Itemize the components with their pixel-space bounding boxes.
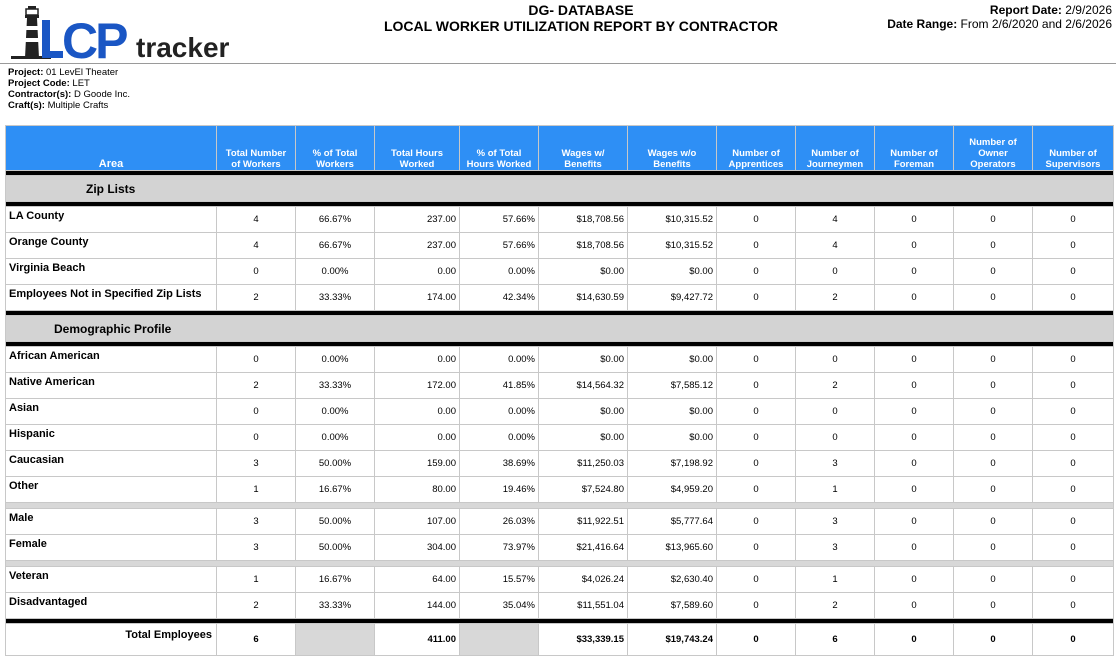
row-label: Orange County (6, 233, 217, 259)
table-cell: 0 (954, 285, 1033, 311)
section-demographic-profile: Demographic Profile (6, 316, 1114, 342)
table-cell: 0 (717, 535, 796, 561)
table-cell: 172.00 (375, 373, 460, 399)
table-cell: $9,427.72 (628, 285, 717, 311)
row-label: Female (6, 535, 217, 561)
table-cell: 26.03% (460, 509, 539, 535)
total-cell (460, 624, 539, 656)
col-header: % of Total Workers (296, 126, 375, 171)
col-header: Number of Journeymen (796, 126, 875, 171)
table-cell: 4 (217, 233, 296, 259)
table-cell: 0 (717, 567, 796, 593)
table-cell: 0 (875, 373, 954, 399)
table-cell: 0 (954, 509, 1033, 535)
table-row (6, 399, 1114, 425)
project-value: 01 LevEl Theater (46, 67, 119, 78)
table-cell: 50.00% (296, 451, 375, 477)
row-label: Male (6, 509, 217, 535)
table-cell: 174.00 (375, 285, 460, 311)
table-cell: 0 (954, 233, 1033, 259)
table-cell: 0 (875, 285, 954, 311)
table-cell: 0 (717, 593, 796, 619)
project-label: Project: (8, 67, 44, 78)
total-cell (296, 624, 375, 656)
row-label: African American (6, 347, 217, 373)
table-cell: 0 (717, 509, 796, 535)
table-cell: 0 (717, 425, 796, 451)
table-cell: 0 (717, 285, 796, 311)
table-cell: 0 (1033, 285, 1114, 311)
table-cell: 41.85% (460, 373, 539, 399)
table-cell: 0.00 (375, 347, 460, 373)
table-cell: $4,026.24 (539, 567, 628, 593)
table-cell: 3 (217, 451, 296, 477)
table-cell: $14,630.59 (539, 285, 628, 311)
table-cell: 0 (954, 567, 1033, 593)
col-header: % of Total Hours Worked (460, 126, 539, 171)
table-cell: 0.00 (375, 399, 460, 425)
project-code-label: Project Code: (8, 78, 70, 89)
table-cell: 16.67% (296, 567, 375, 593)
lcptracker-logo (8, 2, 233, 62)
divider (0, 63, 1116, 64)
table-cell: 0 (875, 347, 954, 373)
table-cell: 0.00% (296, 347, 375, 373)
table-cell: 2 (217, 373, 296, 399)
utilization-table (5, 125, 1114, 656)
row-label: Caucasian (6, 451, 217, 477)
table-cell: 35.04% (460, 593, 539, 619)
table-cell: 50.00% (296, 509, 375, 535)
table-cell: 0 (954, 207, 1033, 233)
table-cell: 73.97% (460, 535, 539, 561)
table-cell: 0 (954, 477, 1033, 503)
table-cell: 0 (1033, 373, 1114, 399)
table-cell: 0 (954, 451, 1033, 477)
table-cell: 3 (217, 535, 296, 561)
table-cell: 2 (796, 285, 875, 311)
table-cell: 0 (217, 347, 296, 373)
report-subtitle: LOCAL WORKER UTILIZATION REPORT BY CONTRACTOR (383, 18, 779, 34)
col-header: Total Hours Worked (375, 126, 460, 171)
row-label: LA County (6, 207, 217, 233)
total-cell: 0 (875, 624, 954, 656)
row-label: Hispanic (6, 425, 217, 451)
report-title-block (350, 3, 812, 34)
row-label: Virginia Beach (6, 259, 217, 285)
table-cell: 0 (717, 233, 796, 259)
table-cell: 0 (875, 233, 954, 259)
date-range-label: Date Range: (887, 17, 958, 31)
table-cell: $18,708.56 (539, 207, 628, 233)
total-cell: 0 (954, 624, 1033, 656)
row-label: Disadvantaged (6, 593, 217, 619)
table-cell: 0.00 (375, 259, 460, 285)
table-cell: 0 (954, 399, 1033, 425)
table-cell: 0 (954, 373, 1033, 399)
table-cell: 0 (1033, 425, 1114, 451)
table-cell: 50.00% (296, 535, 375, 561)
table-cell: $11,922.51 (539, 509, 628, 535)
table-cell: $7,589.60 (628, 593, 717, 619)
table-cell: 42.34% (460, 285, 539, 311)
table-cell: $7,524.80 (539, 477, 628, 503)
table-cell: 66.67% (296, 233, 375, 259)
table-row (6, 373, 1114, 399)
total-cell: 6 (796, 624, 875, 656)
table-cell: $0.00 (539, 259, 628, 285)
contractor-label: Contractor(s): (8, 89, 72, 100)
table-row (6, 347, 1114, 373)
table-cell: 0 (217, 259, 296, 285)
table-cell: 57.66% (460, 233, 539, 259)
table-cell: $13,965.60 (628, 535, 717, 561)
table-row (6, 233, 1114, 259)
table-cell: 237.00 (375, 207, 460, 233)
table-cell: $14,564.32 (539, 373, 628, 399)
table-cell: 0 (1033, 207, 1114, 233)
table-row (6, 509, 1114, 535)
table-cell: 0 (1033, 399, 1114, 425)
table-cell: 0 (875, 207, 954, 233)
logo-cp-text: CP (62, 13, 126, 62)
table-cell: $7,198.92 (628, 451, 717, 477)
table-cell: 0 (954, 259, 1033, 285)
table-cell: $0.00 (539, 425, 628, 451)
table-cell: 0 (717, 451, 796, 477)
table-row (6, 259, 1114, 285)
table-cell: 1 (217, 567, 296, 593)
table-cell: 0 (875, 535, 954, 561)
table-cell: $10,315.52 (628, 207, 717, 233)
row-label: Veteran (6, 567, 217, 593)
table-cell: 0 (796, 347, 875, 373)
table-cell: 3 (796, 451, 875, 477)
table-cell: 4 (796, 233, 875, 259)
table-cell: $2,630.40 (628, 567, 717, 593)
table-row (6, 207, 1114, 233)
table-cell: 0 (217, 399, 296, 425)
table-cell: 0 (954, 535, 1033, 561)
table-cell: $11,250.03 (539, 451, 628, 477)
table-cell: 38.69% (460, 451, 539, 477)
table-cell: $5,777.64 (628, 509, 717, 535)
table-cell: $0.00 (628, 425, 717, 451)
table-cell: 0.00% (460, 425, 539, 451)
col-header: Wages w/o Benefits (628, 126, 717, 171)
table-cell: $0.00 (628, 399, 717, 425)
table-cell: 0 (717, 373, 796, 399)
table-cell: 0 (954, 347, 1033, 373)
table-cell: 0 (717, 207, 796, 233)
col-header: Number of Owner Operators (954, 126, 1033, 171)
contractor-value: D Goode Inc. (73, 89, 130, 100)
table-cell: $0.00 (628, 259, 717, 285)
table-cell: 0 (1033, 347, 1114, 373)
table-row (6, 477, 1114, 503)
report-meta (887, 3, 1112, 31)
table-row (6, 567, 1114, 593)
table-cell: 0 (1033, 451, 1114, 477)
report-date-label: Report Date: (989, 3, 1062, 17)
table-cell: 4 (796, 207, 875, 233)
col-header: Area (6, 126, 217, 171)
table-cell: $0.00 (539, 399, 628, 425)
total-cell: 411.00 (375, 624, 460, 656)
table-cell: 2 (217, 593, 296, 619)
table-cell: 0 (796, 425, 875, 451)
table-row (6, 285, 1114, 311)
table-cell: $11,551.04 (539, 593, 628, 619)
table-cell: 0 (1033, 233, 1114, 259)
table-cell: 304.00 (375, 535, 460, 561)
table-cell: 0 (217, 425, 296, 451)
section-zip-lists: Zip Lists (6, 176, 1114, 202)
table-cell: $18,708.56 (539, 233, 628, 259)
table-header (6, 126, 1114, 171)
col-header: Wages w/ Benefits (539, 126, 628, 171)
table-cell: 0 (875, 567, 954, 593)
table-cell: 0 (717, 399, 796, 425)
table-cell: 33.33% (296, 593, 375, 619)
table-cell: 1 (796, 567, 875, 593)
table-cell: 2 (796, 593, 875, 619)
table-cell: 1 (796, 477, 875, 503)
table-cell: 0.00% (296, 259, 375, 285)
table-cell: 57.66% (460, 207, 539, 233)
table-row (6, 535, 1114, 561)
table-cell: $0.00 (628, 347, 717, 373)
table-cell: 0 (796, 259, 875, 285)
total-cell: 6 (217, 624, 296, 656)
craft-label: Craft(s): (8, 100, 45, 111)
table-cell: $7,585.12 (628, 373, 717, 399)
table-cell: 66.67% (296, 207, 375, 233)
table-cell: 0 (796, 399, 875, 425)
table-cell: $0.00 (539, 347, 628, 373)
table-cell: 1 (217, 477, 296, 503)
table-cell: 0.00 (375, 425, 460, 451)
table-cell: 0 (1033, 509, 1114, 535)
table-cell: 0 (717, 259, 796, 285)
table-cell: 0.00% (460, 399, 539, 425)
total-label: Total Employees (6, 624, 217, 656)
table-cell: 237.00 (375, 233, 460, 259)
table-cell: 0 (954, 593, 1033, 619)
table-cell: 0 (875, 451, 954, 477)
table-cell: 0 (1033, 567, 1114, 593)
table-cell: 0.00% (460, 259, 539, 285)
col-header: Number of Supervisors (1033, 126, 1114, 171)
table-cell: 15.57% (460, 567, 539, 593)
table-cell: $21,416.64 (539, 535, 628, 561)
table-cell: 0.00% (296, 399, 375, 425)
table-cell: 4 (217, 207, 296, 233)
table-cell: 16.67% (296, 477, 375, 503)
row-label: Employees Not in Specified Zip Lists (6, 285, 217, 311)
table-cell: $4,959.20 (628, 477, 717, 503)
total-cell: $19,743.24 (628, 624, 717, 656)
row-label: Other (6, 477, 217, 503)
table-cell: 0 (875, 425, 954, 451)
table-cell: 64.00 (375, 567, 460, 593)
project-info (8, 67, 130, 111)
table-cell: 0 (717, 347, 796, 373)
total-cell: $33,339.15 (539, 624, 628, 656)
table-cell: 0 (717, 477, 796, 503)
table-cell: 2 (217, 285, 296, 311)
table-cell: 107.00 (375, 509, 460, 535)
table-cell: 3 (217, 509, 296, 535)
table-cell: 2 (796, 373, 875, 399)
table-cell: 0 (1033, 535, 1114, 561)
table-row (6, 451, 1114, 477)
table-cell: 0.00% (460, 347, 539, 373)
report-title: DG- DATABASE (528, 2, 634, 18)
total-cell: 0 (1033, 624, 1114, 656)
table-row (6, 425, 1114, 451)
table-cell: 0 (875, 259, 954, 285)
table-cell: 0 (954, 425, 1033, 451)
total-row (6, 624, 1114, 656)
table-cell: 144.00 (375, 593, 460, 619)
table-cell: 0 (1033, 593, 1114, 619)
table-cell: $10,315.52 (628, 233, 717, 259)
table-cell: 0.00% (296, 425, 375, 451)
table-cell: 159.00 (375, 451, 460, 477)
row-label: Asian (6, 399, 217, 425)
table-cell: 0 (875, 477, 954, 503)
craft-value: Multiple Crafts (47, 100, 109, 111)
logo-tracker-text: tracker (136, 32, 230, 62)
table-cell: 0 (1033, 259, 1114, 285)
table-row (6, 593, 1114, 619)
col-header: Number of Apprentices (717, 126, 796, 171)
table-cell: 0 (875, 593, 954, 619)
table-cell: 3 (796, 509, 875, 535)
table-cell: 80.00 (375, 477, 460, 503)
table-cell: 33.33% (296, 373, 375, 399)
table-cell: 19.46% (460, 477, 539, 503)
table-cell: 0 (875, 509, 954, 535)
date-range: From 2/6/2020 and 2/6/2026 (960, 17, 1112, 31)
project-code-value: LET (72, 78, 90, 89)
total-cell: 0 (717, 624, 796, 656)
report-date: 2/9/2026 (1065, 3, 1112, 17)
row-label: Native American (6, 373, 217, 399)
col-header: Total Number of Workers (217, 126, 296, 171)
table-cell: 0 (875, 399, 954, 425)
table-cell: 33.33% (296, 285, 375, 311)
col-header: Number of Foreman (875, 126, 954, 171)
table-cell: 3 (796, 535, 875, 561)
table-cell: 0 (1033, 477, 1114, 503)
